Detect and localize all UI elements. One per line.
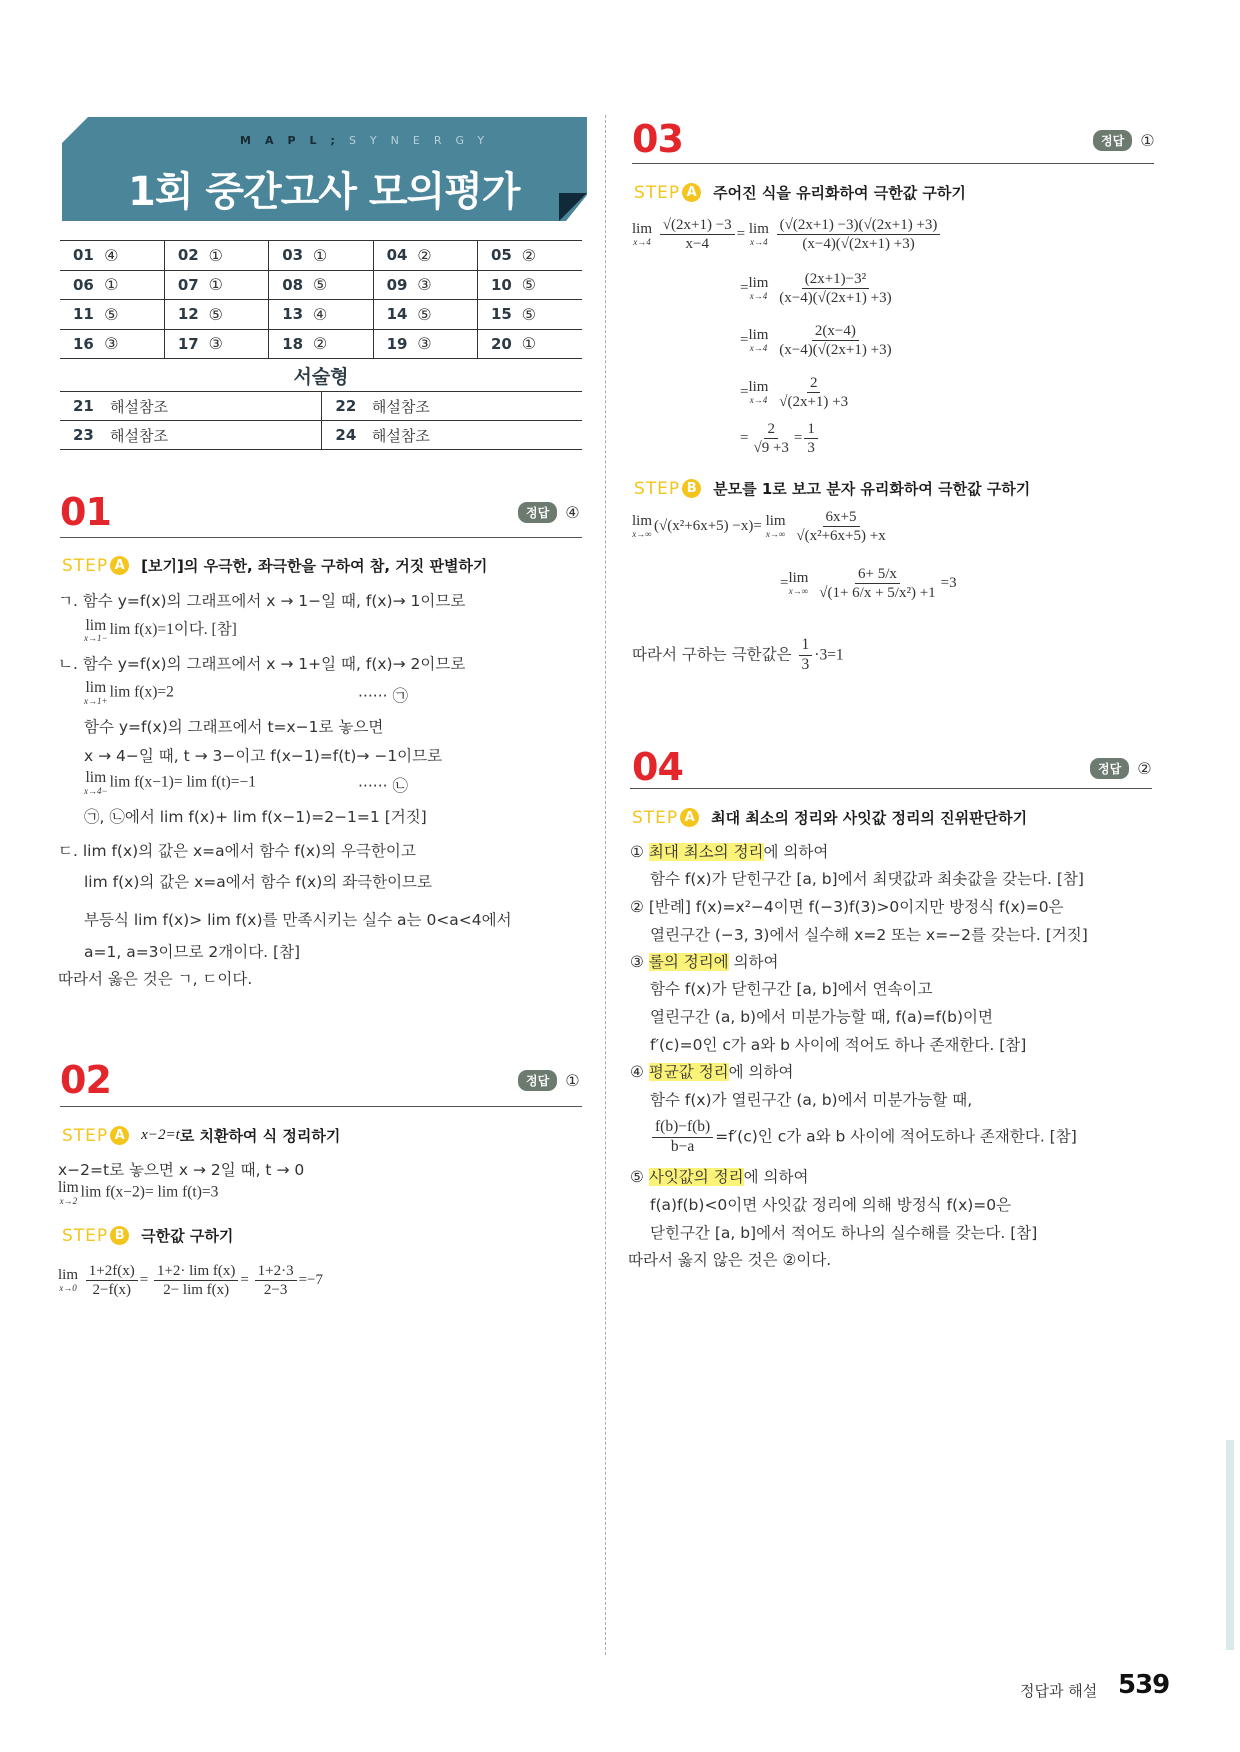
answer-choice: ③ [417, 270, 477, 300]
solution-line: 열린구간 (−3, 3)에서 실수해 x=2 또는 x=−2를 갖는다. [거짓] [650, 926, 1088, 944]
answer-choice: ② [522, 241, 582, 271]
equation-line: = lim x→4 $\frac{2}{√(2x+1) +3}$ [740, 375, 849, 410]
equation-line: = lim x→4 $\frac{\text{(2x+1)−3²}}{(x-4)(√(2x+1) +3)}$ [740, 271, 892, 306]
step-letter-icon: A [110, 1126, 129, 1145]
equation-line: = lim x→∞ $\frac{6+ 5/x}{\text{√(1+ 6/x + 5/x²) +1}}$ =3 [780, 566, 957, 601]
question-number: 01 [60, 241, 104, 271]
divider [630, 788, 1152, 789]
answer-badge-label: 정답 [518, 502, 557, 523]
question-number: 02 [164, 241, 208, 271]
answer-choice: ② [417, 241, 477, 271]
answer-badge-label: 정답 [1090, 758, 1129, 779]
answer-choice: ⑤ [104, 300, 164, 330]
page-title: 1회 중간고사 모의평가 [128, 169, 520, 215]
answer-choice: ③ [417, 329, 477, 359]
question-number: 14 [373, 300, 417, 330]
answer-choice: ⑤ [313, 270, 373, 300]
essay-answer-table [60, 391, 582, 450]
solution-line: 함수 f(x)가 닫힌구간 [a, b]에서 연속이고 [650, 980, 933, 998]
page-edge-tab [1226, 1440, 1234, 1650]
step-letter-icon: B [682, 479, 701, 498]
step-b-heading: STEP B 분모를 1로 보고 분자 유리화하여 극한값 구하기 [634, 478, 1031, 499]
answer-badge-label: 정답 [1093, 130, 1132, 151]
answer-choice: ② [313, 329, 373, 359]
answer-choice: ⑤ [209, 300, 269, 330]
brand-logo: MAPL;SYNERGY [240, 134, 499, 147]
solution-line: f(a)f(b)<0이면 사잇값 정리에 의해 방정식 f(x)=0은 [650, 1196, 1012, 1214]
answer-choice: ④ [104, 241, 164, 271]
solution-line: ㄷ. lim f(x)의 값은 x=a에서 함수 f(x)의 우극한이고 [58, 842, 416, 860]
conclusion-line: 따라서 구하는 극한값은 $\frac{1}{3}$ ·3=1 [632, 636, 844, 673]
question-number: 19 [373, 329, 417, 359]
problem-number: 04 [632, 745, 683, 789]
theorem-item: ① 최대 최소의 정리에 의하여 [630, 843, 829, 861]
step-letter-icon: A [680, 808, 699, 827]
solution-line: f′(c)=0인 c가 a와 b 사이에 적어도 하나 존재한다. [참] [650, 1036, 1027, 1054]
column-divider [605, 115, 606, 1655]
answer-value: ① [565, 1071, 580, 1090]
equation-line: = lim x→4 $\frac{2(x-4)}{(x-4)(√(2x+1) +3)}$ [740, 323, 892, 358]
answer-choice: ④ [313, 300, 373, 330]
divider [60, 1106, 582, 1107]
footer-label: 정답과 해설 [1020, 1682, 1098, 1700]
solution-line: x−2=t로 놓으면 x → 2일 때, t → 0 [58, 1161, 305, 1179]
question-number: 13 [269, 300, 313, 330]
problem-number: 01 [60, 490, 111, 534]
answer-choice: ① [209, 270, 269, 300]
question-number: 21 [60, 392, 110, 421]
solution-line: a=1, a=3이므로 2개이다. [참] [84, 943, 301, 961]
divider [632, 163, 1154, 164]
conclusion-line: 따라서 옳은 것은 ㄱ, ㄷ이다. [58, 970, 253, 988]
essay-section-title: 서술형 [293, 366, 349, 388]
answer-value: ④ [565, 503, 580, 522]
question-number: 08 [269, 270, 313, 300]
step-letter-icon: A [682, 183, 701, 202]
equation-line: = $\frac{2}{√9 +3}$ = $\frac{1}{3}$ [740, 420, 820, 457]
question-number: 07 [164, 270, 208, 300]
solution-line: ㄱ. 함수 y=f(x)의 그래프에서 x → 1−일 때, f(x)→ 1이므로 [58, 592, 466, 610]
question-number: 22 [322, 392, 372, 421]
answer-badge-label: 정답 [518, 1070, 557, 1091]
answer-choice: ① [104, 270, 164, 300]
question-number: 18 [269, 329, 313, 359]
solution-line: $\frac{f(b)-f(b)}{b-a}$ =f′(c)인 c가 a와 b 사이에 적어도하나 존재한다. [참] [650, 1118, 1077, 1156]
theorem-item: ② [반례] f(x)=x²−4이면 f(−3)f(3)>0이지만 방정식 f(x)=0은 [630, 898, 1064, 916]
conclusion-line: 따라서 옳지 않은 것은 ②이다. [628, 1251, 832, 1269]
step-letter-icon: B [110, 1226, 129, 1245]
step-a-heading: STEP A [보기]의 우극한, 좌극한을 구하여 참, 거짓 판별하기 [62, 555, 488, 576]
answer-row [60, 270, 582, 300]
solution-line: lim x→2 lim f(x−2)= lim f(t)=3 [58, 1179, 219, 1206]
question-number: 10 [478, 270, 522, 300]
equation-mark: ······ ㉠ [358, 687, 408, 705]
answer-choice: ① [209, 241, 269, 271]
theorem-item: ⑤ 사잇값의 정리에 의하여 [630, 1168, 809, 1186]
question-number: 20 [478, 329, 522, 359]
question-number: 15 [478, 300, 522, 330]
question-number: 16 [60, 329, 104, 359]
highlighted-term: 최대 최소의 정리 [648, 843, 764, 861]
essay-row [60, 421, 582, 450]
highlighted-term: 평균값 정리 [648, 1063, 729, 1081]
question-number: 17 [164, 329, 208, 359]
answer-choice: ① [313, 241, 373, 271]
equation-line: lim x→∞ (√(x²+6x+5) −x)= lim x→∞ $\frac{6x+5}{\text{√(x²+6x+5) +x}}$ [632, 509, 886, 544]
answer-value: ② [1137, 759, 1152, 778]
essay-answer: 해설참조 [110, 421, 322, 450]
solution-line: 닫힌구간 [a, b]에서 적어도 하나의 실수해를 갖는다. [참] [650, 1224, 1038, 1242]
answer-badge [518, 1070, 580, 1091]
essay-answer: 해설참조 [372, 421, 582, 450]
solution-line: 함수 y=f(x)의 그래프에서 t=x−1로 놓으면 [84, 718, 384, 736]
equation-line: lim x→4 $\frac{√(2x+1) -3}{x-4}$ = lim x→4 $\frac{(√(2x+1) -3)(√(2x+1) +3)}{(x-4)(√(2x+1) +3)}$ [632, 216, 942, 253]
final-equation: lim x→0 $\frac{1+2f(x)}{2-f(x)}$ = $\frac{\text{1+2· lim f(x)}}{\text{2− lim f(x)}}$ = $\frac{1+2\cdot 3}{2-3}$ =−7 [58, 1263, 323, 1298]
answer-row [60, 329, 582, 359]
solution-line: 함수 f(x)가 열린구간 (a, b)에서 미분가능할 때, [650, 1091, 973, 1109]
question-number: 12 [164, 300, 208, 330]
highlighted-term: 사잇값의 정리 [648, 1168, 744, 1186]
solution-line: 부등식 lim f(x)> lim f(x)를 만족시키는 실수 a는 0<a<4에서 [84, 911, 512, 929]
essay-answer: 해설참조 [372, 392, 582, 421]
step-letter-icon: A [110, 556, 129, 575]
highlighted-term: 롤의 정리에 [648, 953, 729, 971]
question-number: 03 [269, 241, 313, 271]
question-number: 09 [373, 270, 417, 300]
solution-line: ㄴ. 함수 y=f(x)의 그래프에서 x → 1+일 때, f(x)→ 2이므로 [58, 655, 466, 673]
answer-key-table [60, 240, 582, 359]
solution-line: 열린구간 (a, b)에서 미분가능할 때, f(a)=f(b)이면 [650, 1008, 993, 1026]
equation-mark: ······ ㉡ [358, 777, 408, 795]
solution-line: ㉠, ㉡에서 lim f(x)+ lim f(x−1)=2−1=1 [거짓] [84, 808, 427, 826]
essay-answer: 해설참조 [110, 392, 322, 421]
essay-row [60, 392, 582, 421]
question-number: 05 [478, 241, 522, 271]
solution-line: lim x→4− lim f(x−1)= lim f(t)=−1 [84, 769, 257, 796]
answer-choice: ③ [209, 329, 269, 359]
answer-badge [518, 502, 580, 523]
answer-choice: ⑤ [522, 300, 582, 330]
answer-row [60, 241, 582, 271]
answer-badge [1090, 758, 1152, 779]
problem-number: 02 [60, 1058, 111, 1102]
question-number: 06 [60, 270, 104, 300]
answer-choice: ⑤ [417, 300, 477, 330]
step-a-heading: STEP A 주어진 식을 유리화하여 극한값 구하기 [634, 182, 966, 203]
step-a-heading: STEP A x−2=t 로 치환하여 식 정리하기 [62, 1125, 341, 1146]
solution-line: lim f(x)의 값은 x=a에서 함수 f(x)의 좌극한이므로 [84, 873, 433, 891]
theorem-item: ④ 평균값 정리에 의하여 [630, 1063, 794, 1081]
answer-badge [1093, 130, 1155, 151]
solution-line: lim x→1− lim f(x)=1이다. [참] [84, 616, 237, 644]
step-a-heading: STEP A 최대 최소의 정리와 사잇값 정리의 진위판단하기 [632, 807, 1028, 828]
solution-line: lim x→1+ lim f(x)=2 [84, 679, 174, 706]
question-number: 24 [322, 421, 372, 450]
solution-line: 함수 f(x)가 닫힌구간 [a, b]에서 최댓값과 최솟값을 갖는다. [참] [650, 870, 1084, 888]
question-number: 23 [60, 421, 110, 450]
answer-choice: ⑤ [522, 270, 582, 300]
answer-choice: ③ [104, 329, 164, 359]
step-b-heading: STEP B 극한값 구하기 [62, 1225, 234, 1246]
question-number: 11 [60, 300, 104, 330]
question-number: 04 [373, 241, 417, 271]
divider [60, 537, 582, 538]
theorem-item: ③ 롤의 정리에 의하여 [630, 953, 779, 971]
problem-number: 03 [632, 117, 683, 161]
answer-row [60, 300, 582, 330]
answer-value: ① [1140, 131, 1155, 150]
solution-line: x → 4−일 때, t → 3−이고 f(x−1)=f(t)→ −1이므로 [84, 747, 443, 765]
page-number: 539 [1118, 1670, 1170, 1700]
answer-choice: ① [522, 329, 582, 359]
